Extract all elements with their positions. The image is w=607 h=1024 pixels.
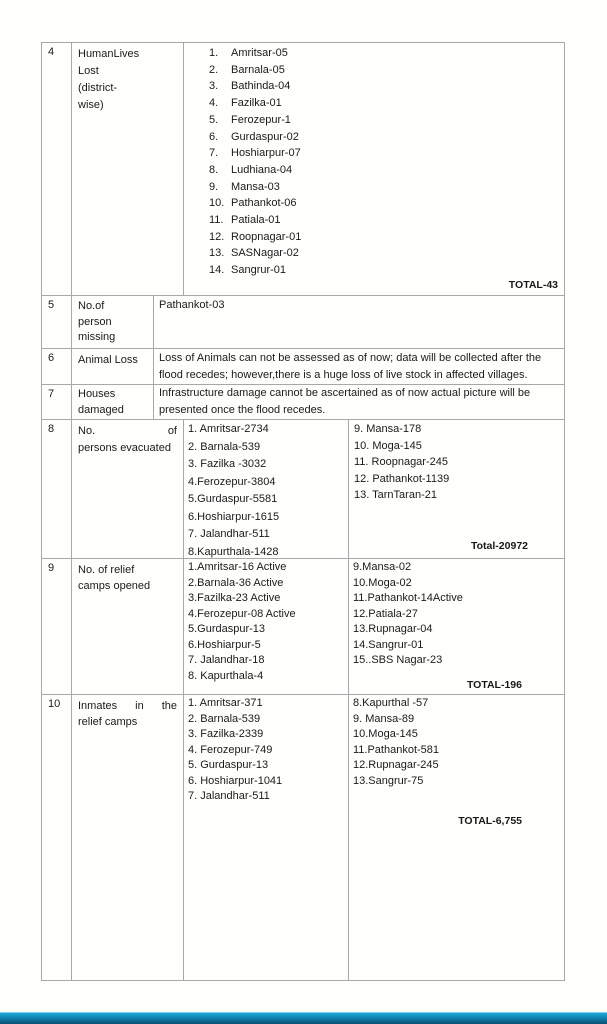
item-text: Fazilka-01 xyxy=(231,97,282,110)
list-item: 6.Hoshiarpur-1615 xyxy=(188,510,280,523)
row-content: Loss of Animals can not be assessed as of now; data will be collected after the flood recedes; however,there is a huge loss of live stock in affected villages. xyxy=(153,349,564,384)
list-item: 5.Gurdaspur-5581 xyxy=(188,493,278,505)
table-row-houses-damaged xyxy=(42,385,564,420)
label-line: camps opened xyxy=(78,580,151,592)
row-number: 5 xyxy=(48,299,55,311)
label-word: in xyxy=(135,700,144,712)
list-item: 5. Gurdaspur-13 xyxy=(188,759,269,771)
item-text: Ludhiana-04 xyxy=(231,163,293,176)
list-item: 4. Ferozepur-749 xyxy=(188,743,273,756)
row-number: 6 xyxy=(48,352,55,364)
row-content-right xyxy=(348,420,564,558)
list-item: 3. Fazilka-2339 xyxy=(188,728,264,740)
item-number: 4. xyxy=(209,97,219,110)
list-item xyxy=(209,212,564,229)
footer-bar xyxy=(0,1013,607,1024)
list-item: 5.Gurdaspur-13 xyxy=(188,623,266,635)
district-list xyxy=(188,421,348,561)
list-item xyxy=(209,95,564,112)
list-item: 10.Moga-145 xyxy=(353,728,418,740)
item-number: 6. xyxy=(209,130,219,143)
list-item: 10. Moga-145 xyxy=(354,439,422,452)
list-item: 4.Ferozepur-08 Active xyxy=(188,607,296,620)
district-list xyxy=(354,421,564,504)
row-content: Infrastructure damage cannot be ascertained as of now actual picture will be presented once the flood recedes. xyxy=(153,385,564,419)
list-item: 4.Ferozepur-3804 xyxy=(188,475,276,488)
item-number: 3. xyxy=(209,80,219,93)
item-text: Bathinda-04 xyxy=(231,80,291,93)
item-number: 10. xyxy=(209,197,225,210)
list-item: 3.Fazilka-23 Active xyxy=(188,592,281,604)
list-item: 3. Fazilka -3032 xyxy=(188,458,267,470)
row-number: 8 xyxy=(48,423,55,435)
list-item: 13. TarnTaran-21 xyxy=(354,489,437,501)
item-number: 2. xyxy=(209,63,219,76)
label-line: Lost xyxy=(78,65,99,77)
row-total: TOTAL-196 xyxy=(466,679,522,691)
list-item: 12. Pathankot-1139 xyxy=(354,472,450,485)
label-line: (district- xyxy=(78,82,118,94)
list-item: 13.Rupnagar-04 xyxy=(353,623,433,635)
item-text: Amritsar-05 xyxy=(231,47,288,59)
label-line xyxy=(78,423,177,440)
label-line: HumanLives xyxy=(78,48,140,60)
row-total: TOTAL-6,755 xyxy=(458,815,522,827)
label-word: of xyxy=(167,425,177,437)
district-list xyxy=(353,560,564,669)
label-word: Inmates xyxy=(78,700,118,712)
list-item xyxy=(209,162,564,179)
item-text: SASNagar-02 xyxy=(231,247,299,260)
item-text: Sangrur-01 xyxy=(231,264,287,277)
label-line: wise) xyxy=(78,99,104,111)
list-item: 7. Jalandhar-511 xyxy=(188,528,270,540)
list-item: 8.Kapurthala-1428 xyxy=(188,545,279,558)
list-item: 8.Kapurthal -57 xyxy=(353,697,429,709)
row-label xyxy=(71,695,183,980)
item-number: 5. xyxy=(209,113,219,126)
item-text: Barnala-05 xyxy=(231,63,285,76)
list-item: 10.Moga-02 xyxy=(353,576,412,589)
item-text: Gurdaspur-02 xyxy=(231,130,299,143)
row-number: 9 xyxy=(48,562,55,574)
row-label: Animal Loss xyxy=(71,349,183,384)
row-label xyxy=(71,43,183,295)
list-item: 9. Mansa-89 xyxy=(353,712,415,725)
item-number: 1. xyxy=(209,47,219,59)
item-number: 7. xyxy=(209,147,219,160)
item-text: Patiala-01 xyxy=(231,214,281,227)
label-word: No. xyxy=(78,425,96,437)
list-item xyxy=(209,195,564,212)
row-content-left xyxy=(183,420,348,558)
list-item: 13.Sangrur-75 xyxy=(353,774,424,787)
label-line: Houses xyxy=(78,388,116,400)
list-item: 8. Kapurthala-4 xyxy=(188,669,264,682)
item-text: Hoshiarpur-07 xyxy=(231,147,301,160)
list-item: 9. Mansa-178 xyxy=(354,423,422,435)
row-total: TOTAL-43 xyxy=(508,279,558,291)
row-content-left xyxy=(183,695,348,980)
table-row-human-lives-lost xyxy=(42,43,564,296)
row-content-left xyxy=(183,559,348,694)
list-item: 14.Sangrur-01 xyxy=(353,638,424,651)
list-item xyxy=(209,78,564,95)
row-total: Total-20972 xyxy=(471,540,528,552)
list-item xyxy=(209,145,564,162)
label-line: damaged xyxy=(78,404,124,416)
list-item: 9.Mansa-02 xyxy=(353,561,412,573)
item-number: 8. xyxy=(209,163,219,176)
row-number: 4 xyxy=(48,46,55,58)
list-item xyxy=(209,62,564,79)
list-item xyxy=(209,245,564,262)
row-number: 10 xyxy=(48,698,61,710)
flood-report-table xyxy=(41,42,565,981)
label-line: missing xyxy=(78,331,116,343)
list-item: 6.Hoshiarpur-5 xyxy=(188,638,261,651)
label-line: No. of relief xyxy=(78,564,135,576)
item-text: Mansa-03 xyxy=(231,180,280,193)
list-item: 6. Hoshiarpur-1041 xyxy=(188,774,283,787)
row-content-right xyxy=(348,559,564,694)
list-item: 15..SBS Nagar-23 xyxy=(353,654,443,666)
list-item: 7. Jalandhar-18 xyxy=(188,654,265,666)
list-item: 12.Patiala-27 xyxy=(353,607,418,620)
label-line: No.of xyxy=(78,300,105,312)
label-line: person xyxy=(78,315,112,328)
list-item xyxy=(209,45,564,62)
list-item: 2.Barnala-36 Active xyxy=(188,576,284,589)
row-label xyxy=(71,559,183,694)
list-item: 2. Barnala-539 xyxy=(188,440,261,453)
list-item xyxy=(209,129,564,146)
district-list xyxy=(353,696,564,789)
item-text: Pathankot-06 xyxy=(231,197,297,210)
list-item: 2. Barnala-539 xyxy=(188,712,261,725)
item-number: 9. xyxy=(209,180,219,193)
list-item: 1.Amritsar-16 Active xyxy=(188,561,287,573)
item-number: 12. xyxy=(209,230,225,243)
table-row-persons-evacuated xyxy=(42,420,564,559)
district-list xyxy=(188,560,348,684)
list-item: 11.Pathankot-581 xyxy=(353,743,440,756)
label-word: the xyxy=(161,700,177,712)
list-item: 11. Roopnagar-245 xyxy=(354,456,448,468)
label-line: relief camps xyxy=(78,716,138,728)
table-row-relief-camps xyxy=(42,559,564,695)
row-content-right xyxy=(348,695,564,980)
label-line: persons evacuated xyxy=(78,442,171,454)
item-number: 13. xyxy=(209,247,225,260)
label-line xyxy=(78,698,177,714)
row-content: Pathankot-03 xyxy=(153,296,564,348)
list-item: 1. Amritsar-371 xyxy=(188,697,263,709)
list-item xyxy=(209,112,564,129)
item-text: Ferozepur-1 xyxy=(231,113,291,126)
row-number: 7 xyxy=(48,388,55,400)
row-label xyxy=(71,420,183,558)
district-list xyxy=(209,45,564,279)
table-row-persons-missing xyxy=(42,296,564,349)
list-item xyxy=(209,262,564,279)
list-item: 12.Rupnagar-245 xyxy=(353,759,439,771)
item-number: 11. xyxy=(209,214,224,227)
row-content xyxy=(183,43,564,295)
item-number: 14. xyxy=(209,264,225,277)
district-list xyxy=(188,696,348,805)
list-item xyxy=(209,179,564,196)
list-item: 1. Amritsar-2734 xyxy=(188,423,269,435)
list-item: 7. Jalandhar-511 xyxy=(188,790,270,802)
table-row-inmates xyxy=(42,695,564,980)
item-text: Roopnagar-01 xyxy=(231,230,302,243)
list-item xyxy=(209,229,564,246)
table-row-animal-loss xyxy=(42,349,564,385)
list-item: 11.Pathankot-14Active xyxy=(353,592,463,604)
